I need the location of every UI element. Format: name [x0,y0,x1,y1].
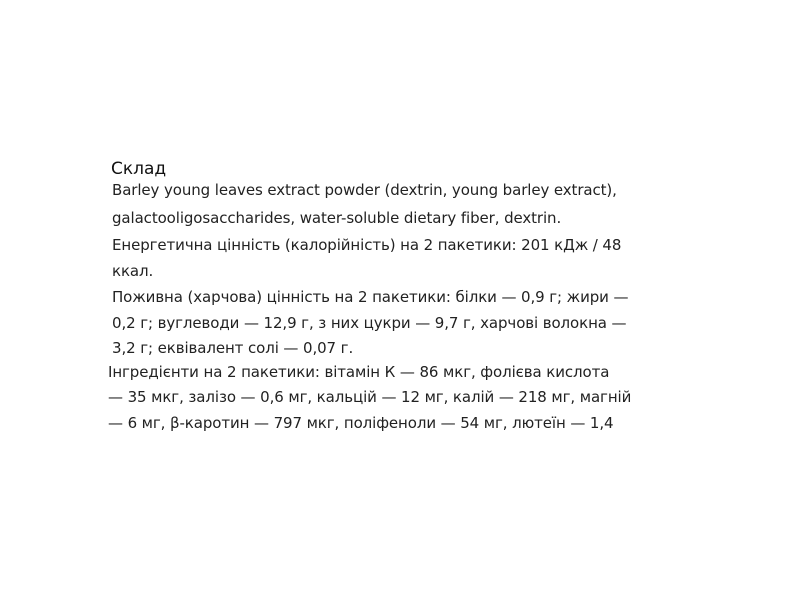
composition-line-1: Barley young leaves extract powder (dextrin, young barley extract), [112,181,617,199]
ingredients-line-3: — 6 мг, β-каротин — 797 мкг, поліфеноли — 54 мг, лютеїн — 1,4 [108,414,614,432]
composition-line-2: galactooligosaccharides, water-soluble dietary fiber, dextrin. [112,209,562,227]
nutrition-line-3: 3,2 г; еквівалент солі — 0,07 г. [112,339,354,357]
energy-line-1: Енергетична цінність (калорійність) на 2 пакетики: 201 кДж / 48 [112,236,622,254]
nutrition-line-1: Поживна (харчова) цінність на 2 пакетики: білки — 0,9 г; жири — [112,288,629,306]
ingredients-line-2: — 35 мкг, залізо — 0,6 мг, кальцій — 12 мг, калій — 218 мг, магній [108,388,632,406]
energy-line-2: ккал. [112,262,154,280]
composition-heading: Склад [111,159,167,179]
nutrition-line-2: 0,2 г; вуглеводи — 12,9 г, з них цукри — 9,7 г, харчові волокна — [112,314,627,332]
ingredients-line-1: Інгредієнти на 2 пакетики: вітамін К — 86 мкг, фолієва кислота [108,363,610,381]
